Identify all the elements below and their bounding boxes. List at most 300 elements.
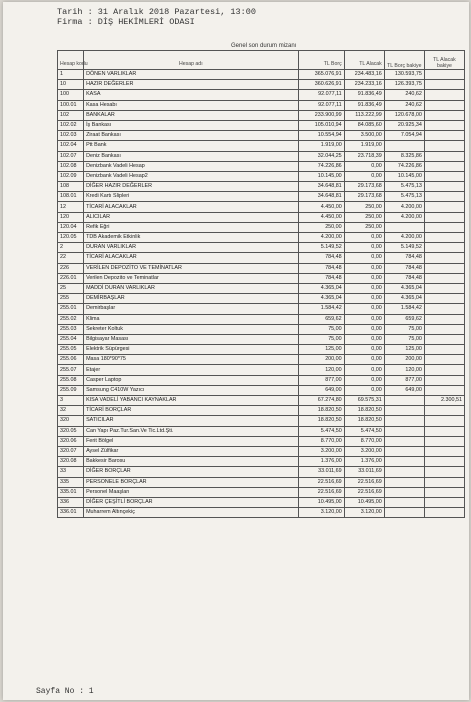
table-row — [58, 385, 465, 395]
cell-credit-balance — [424, 171, 464, 181]
cell-debit: 233.900,99 — [298, 110, 344, 120]
table-row — [58, 80, 465, 90]
cell-debit-balance: 75,00 — [384, 334, 424, 344]
cell-credit: 18.820,50 — [344, 416, 384, 426]
cell-credit: 22.516,69 — [344, 477, 384, 487]
cell-name: DÖNEN VARLIKLAR — [84, 70, 299, 80]
cell-debit-balance: 200,00 — [384, 355, 424, 365]
cell-debit-balance: 126.393,75 — [384, 80, 424, 90]
cell-credit-balance — [424, 253, 464, 263]
cell-name: ALICILAR — [84, 212, 299, 222]
cell-debit: 22.516,69 — [298, 477, 344, 487]
cell-credit-balance — [424, 426, 464, 436]
cell-code: 102 — [58, 110, 84, 120]
cell-credit: 3.500,00 — [344, 131, 384, 141]
cell-name: Samsung C410W Yazıcı — [84, 385, 299, 395]
table-row — [58, 151, 465, 161]
cell-code: 255.04 — [58, 334, 84, 344]
cell-debit-balance: 125,00 — [384, 345, 424, 355]
cell-debit: 365.076,91 — [298, 70, 344, 80]
cell-debit-balance — [384, 406, 424, 416]
cell-credit: 250,00 — [344, 212, 384, 222]
cell-name: KASA — [84, 90, 299, 100]
column-header-debit: TL Borç — [298, 51, 344, 70]
cell-debit-balance — [384, 508, 424, 518]
cell-debit: 75,00 — [298, 324, 344, 334]
table-row — [58, 192, 465, 202]
table-row — [58, 182, 465, 192]
cell-name: Refik Eğri — [84, 222, 299, 232]
cell-credit-balance — [424, 457, 464, 467]
cell-credit: 3.120,00 — [344, 508, 384, 518]
cell-code: 335 — [58, 477, 84, 487]
column-header-credit-balance: TL Alacak bakiye — [424, 51, 464, 70]
cell-code: 102.07 — [58, 151, 84, 161]
table-row — [58, 467, 465, 477]
cell-code: 320.05 — [58, 426, 84, 436]
cell-debit: 649,00 — [298, 385, 344, 395]
cell-credit-balance — [424, 90, 464, 100]
cell-debit-balance — [384, 416, 424, 426]
cell-debit: 4.450,00 — [298, 212, 344, 222]
cell-debit-balance: 4.200,00 — [384, 212, 424, 222]
cell-credit: 29.173,68 — [344, 182, 384, 192]
cell-credit: 0,00 — [344, 161, 384, 171]
cell-code: 320.07 — [58, 446, 84, 456]
cell-code: 255.07 — [58, 365, 84, 375]
table-row — [58, 171, 465, 181]
cell-credit-balance — [424, 151, 464, 161]
cell-debit-balance: 649,00 — [384, 385, 424, 395]
table-row — [58, 375, 465, 385]
cell-debit-balance: 4.365,04 — [384, 294, 424, 304]
cell-credit: 0,00 — [344, 263, 384, 273]
cell-debit: 105.010,94 — [298, 120, 344, 130]
cell-name: KISA VADELİ YABANCI KAYNAKLAR — [84, 396, 299, 406]
cell-name: SATICILAR — [84, 416, 299, 426]
table-row — [58, 233, 465, 243]
cell-debit: 10.554,94 — [298, 131, 344, 141]
cell-code: 100 — [58, 90, 84, 100]
cell-debit-balance — [384, 487, 424, 497]
cell-code: 1 — [58, 70, 84, 80]
cell-debit: 1.376,00 — [298, 457, 344, 467]
table-row — [58, 457, 465, 467]
cell-name: TİCARİ BORÇLAR — [84, 406, 299, 416]
table-row — [58, 334, 465, 344]
cell-code: 320.06 — [58, 436, 84, 446]
cell-debit-balance: 784,48 — [384, 273, 424, 283]
cell-credit: 69.575,31 — [344, 396, 384, 406]
firm-name: Firma : DİŞ HEKİMLERİ ODASI — [57, 17, 195, 27]
cell-debit-balance — [384, 426, 424, 436]
cell-code: 12 — [58, 202, 84, 212]
cell-debit-balance: 130.593,75 — [384, 70, 424, 80]
cell-credit-balance — [424, 436, 464, 446]
cell-debit: 4.365,04 — [298, 294, 344, 304]
cell-debit-balance: 877,00 — [384, 375, 424, 385]
table-row — [58, 436, 465, 446]
table-row — [58, 304, 465, 314]
cell-credit: 0,00 — [344, 171, 384, 181]
cell-code: 10 — [58, 80, 84, 90]
table-row — [58, 273, 465, 283]
cell-code: 32 — [58, 406, 84, 416]
table-row — [58, 406, 465, 416]
cell-debit: 125,00 — [298, 345, 344, 355]
cell-credit-balance — [424, 202, 464, 212]
cell-name: MADDİ DURAN VARLIKLAR — [84, 283, 299, 293]
cell-debit: 10.145,00 — [298, 171, 344, 181]
cell-credit: 0,00 — [344, 375, 384, 385]
cell-name: Bakkesir Barosu — [84, 457, 299, 467]
cell-debit-balance — [384, 446, 424, 456]
cell-code: 120.04 — [58, 222, 84, 232]
cell-debit-balance: 4.200,00 — [384, 202, 424, 212]
column-header-credit: TL Alacak — [344, 51, 384, 70]
cell-name: Denizbank Vadeli Hesap — [84, 161, 299, 171]
cell-code: 255.08 — [58, 375, 84, 385]
table-row — [58, 487, 465, 497]
cell-credit: 0,00 — [344, 294, 384, 304]
cell-credit: 0,00 — [344, 233, 384, 243]
cell-name: Kasa Hesabı — [84, 100, 299, 110]
cell-credit-balance — [424, 416, 464, 426]
cell-name: Elektrik Süpürgesi — [84, 345, 299, 355]
cell-debit-balance: 4.365,04 — [384, 283, 424, 293]
table-row — [58, 202, 465, 212]
cell-credit-balance — [424, 497, 464, 507]
cell-code: 102.02 — [58, 120, 84, 130]
cell-debit-balance: 5.475,13 — [384, 182, 424, 192]
cell-debit-balance — [384, 396, 424, 406]
table-row — [58, 314, 465, 324]
table-row — [58, 70, 465, 80]
column-header-code: Hesap kodu — [58, 51, 84, 70]
cell-code: 255 — [58, 294, 84, 304]
cell-name: Bilgisayar Masası — [84, 334, 299, 344]
cell-name: İş Bankası — [84, 120, 299, 130]
cell-debit-balance — [384, 497, 424, 507]
cell-credit-balance — [424, 324, 464, 334]
cell-name: Demirbaşlar — [84, 304, 299, 314]
page-number: Sayfa No : 1 — [36, 687, 94, 696]
cell-debit-balance: 1.584,42 — [384, 304, 424, 314]
table-row — [58, 446, 465, 456]
cell-credit: 0,00 — [344, 304, 384, 314]
table-row — [58, 294, 465, 304]
cell-credit-balance — [424, 120, 464, 130]
cell-credit: 0,00 — [344, 324, 384, 334]
cell-code: 33 — [58, 467, 84, 477]
table-row — [58, 324, 465, 334]
cell-debit: 3.200,00 — [298, 446, 344, 456]
cell-name: Ferit Bölgel — [84, 436, 299, 446]
cell-credit-balance — [424, 182, 464, 192]
cell-credit-balance — [424, 508, 464, 518]
cell-debit: 877,00 — [298, 375, 344, 385]
cell-code: 3 — [58, 396, 84, 406]
cell-credit: 1.919,00 — [344, 141, 384, 151]
cell-credit-balance — [424, 243, 464, 253]
table-row — [58, 345, 465, 355]
cell-code: 120 — [58, 212, 84, 222]
cell-credit-balance — [424, 477, 464, 487]
cell-credit: 84.085,60 — [344, 120, 384, 130]
table-row — [58, 396, 465, 406]
cell-name: HAZIR DEĞERLER — [84, 80, 299, 90]
cell-debit: 18.820,50 — [298, 406, 344, 416]
cell-credit: 250,00 — [344, 222, 384, 232]
cell-credit-balance — [424, 192, 464, 202]
cell-debit: 4.450,00 — [298, 202, 344, 212]
cell-debit-balance — [384, 436, 424, 446]
cell-code: 335.01 — [58, 487, 84, 497]
cell-credit-balance — [424, 406, 464, 416]
cell-debit: 92.077,11 — [298, 100, 344, 110]
table-row — [58, 120, 465, 130]
cell-debit-balance: 4.200,00 — [384, 233, 424, 243]
cell-debit: 33.011,69 — [298, 467, 344, 477]
cell-credit: 91.836,49 — [344, 90, 384, 100]
table-row — [58, 90, 465, 100]
cell-code: 2 — [58, 243, 84, 253]
cell-credit: 0,00 — [344, 385, 384, 395]
table-row — [58, 222, 465, 232]
cell-name: DİĞER ÇEŞİTLİ BORÇLAR — [84, 497, 299, 507]
table-row — [58, 416, 465, 426]
cell-debit-balance: 784,48 — [384, 263, 424, 273]
cell-debit: 200,00 — [298, 355, 344, 365]
cell-debit: 34.648,81 — [298, 192, 344, 202]
cell-name: Personel Maaşları — [84, 487, 299, 497]
cell-name: TİCARİ ALACAKLAR — [84, 253, 299, 263]
cell-credit-balance — [424, 212, 464, 222]
cell-credit-balance — [424, 345, 464, 355]
cell-debit: 5.149,52 — [298, 243, 344, 253]
cell-credit: 0,00 — [344, 314, 384, 324]
table-row — [58, 161, 465, 171]
cell-name: PERSONELE BORÇLAR — [84, 477, 299, 487]
cell-debit-balance — [384, 222, 424, 232]
cell-credit: 0,00 — [344, 283, 384, 293]
cell-code: 255.05 — [58, 345, 84, 355]
cell-debit-balance: 5.475,13 — [384, 192, 424, 202]
cell-credit-balance — [424, 283, 464, 293]
cell-credit: 0,00 — [344, 365, 384, 375]
table-row — [58, 100, 465, 110]
table-row — [58, 508, 465, 518]
cell-credit-balance — [424, 100, 464, 110]
cell-credit: 234.483,16 — [344, 70, 384, 80]
cell-name: Can Yapı Paz.Tur.San.Ve Tic.Ltd.Şti. — [84, 426, 299, 436]
cell-name: Verilen Depozito ve Teminatlar — [84, 273, 299, 283]
cell-debit: 1.919,00 — [298, 141, 344, 151]
cell-credit: 18.820,50 — [344, 406, 384, 416]
cell-code: 336 — [58, 497, 84, 507]
cell-code: 255.06 — [58, 355, 84, 365]
cell-name: DEMİRBAŞLAR — [84, 294, 299, 304]
cell-name: DİĞER BORÇLAR — [84, 467, 299, 477]
cell-code: 255.09 — [58, 385, 84, 395]
cell-code: 255.01 — [58, 304, 84, 314]
cell-code: 320 — [58, 416, 84, 426]
trial-balance-table — [57, 50, 465, 518]
table-row — [58, 283, 465, 293]
cell-debit: 360.626,91 — [298, 80, 344, 90]
table-row — [58, 253, 465, 263]
cell-credit: 33.011,69 — [344, 467, 384, 477]
cell-name: VERİLEN DEPOZİTO VE TEMİNATLAR — [84, 263, 299, 273]
cell-code: 226 — [58, 263, 84, 273]
cell-debit-balance: 10.145,00 — [384, 171, 424, 181]
cell-debit: 67.274,80 — [298, 396, 344, 406]
cell-credit-balance — [424, 365, 464, 375]
cell-name: Ptt Bank — [84, 141, 299, 151]
cell-credit-balance: 2.300,51 — [424, 396, 464, 406]
cell-code: 102.03 — [58, 131, 84, 141]
table-row — [58, 426, 465, 436]
cell-code: 22 — [58, 253, 84, 263]
cell-code: 320.08 — [58, 457, 84, 467]
cell-debit: 75,00 — [298, 334, 344, 344]
cell-name: BANKALAR — [84, 110, 299, 120]
cell-debit: 8.770,00 — [298, 436, 344, 446]
table-header-row — [58, 51, 465, 70]
cell-name: Klima — [84, 314, 299, 324]
cell-code: 25 — [58, 283, 84, 293]
cell-debit-balance: 784,48 — [384, 253, 424, 263]
cell-credit-balance — [424, 141, 464, 151]
cell-debit-balance — [384, 141, 424, 151]
cell-name: DİĞER HAZIR DEĞERLER — [84, 182, 299, 192]
cell-code: 108 — [58, 182, 84, 192]
cell-debit: 250,00 — [298, 222, 344, 232]
cell-credit-balance — [424, 487, 464, 497]
column-header-name: Hesap adı — [84, 51, 299, 70]
cell-debit-balance: 74.226,86 — [384, 161, 424, 171]
cell-credit: 5.474,50 — [344, 426, 384, 436]
cell-debit-balance: 5.149,52 — [384, 243, 424, 253]
cell-credit: 234.233,16 — [344, 80, 384, 90]
cell-debit-balance: 240,62 — [384, 100, 424, 110]
cell-debit-balance: 75,00 — [384, 324, 424, 334]
cell-credit: 29.173,68 — [344, 192, 384, 202]
column-header-debit-balance: TL Borç bakiye — [384, 51, 424, 70]
cell-debit: 4.365,04 — [298, 283, 344, 293]
cell-credit-balance — [424, 385, 464, 395]
table-row — [58, 141, 465, 151]
cell-credit: 113.222,99 — [344, 110, 384, 120]
cell-credit: 10.495,00 — [344, 497, 384, 507]
cell-credit: 0,00 — [344, 253, 384, 263]
cell-name: Etajer — [84, 365, 299, 375]
cell-debit: 4.200,00 — [298, 233, 344, 243]
cell-credit: 250,00 — [344, 202, 384, 212]
cell-credit-balance — [424, 273, 464, 283]
cell-code: 255.02 — [58, 314, 84, 324]
cell-credit: 0,00 — [344, 355, 384, 365]
cell-code: 255.03 — [58, 324, 84, 334]
cell-debit-balance — [384, 457, 424, 467]
cell-name: TİCARİ ALACAKLAR — [84, 202, 299, 212]
table-row — [58, 110, 465, 120]
cell-credit: 3.200,00 — [344, 446, 384, 456]
cell-debit: 22.516,69 — [298, 487, 344, 497]
cell-code: 108.01 — [58, 192, 84, 202]
cell-name: TDB Akademik Etkinlik — [84, 233, 299, 243]
cell-credit-balance — [424, 222, 464, 232]
cell-debit: 659,62 — [298, 314, 344, 324]
cell-debit: 784,48 — [298, 273, 344, 283]
cell-debit-balance: 20.925,34 — [384, 120, 424, 130]
cell-debit-balance: 120,00 — [384, 365, 424, 375]
cell-credit: 0,00 — [344, 243, 384, 253]
cell-debit: 10.495,00 — [298, 497, 344, 507]
report-title: Genel son durum mizanı — [231, 43, 297, 49]
cell-debit-balance — [384, 467, 424, 477]
cell-credit-balance — [424, 355, 464, 365]
cell-credit-balance — [424, 375, 464, 385]
document-page — [3, 2, 469, 700]
cell-credit-balance — [424, 446, 464, 456]
table-row — [58, 263, 465, 273]
cell-name: Deniz Bankası — [84, 151, 299, 161]
cell-debit: 5.474,50 — [298, 426, 344, 436]
cell-code: 100.01 — [58, 100, 84, 110]
cell-debit-balance: 659,62 — [384, 314, 424, 324]
cell-credit-balance — [424, 263, 464, 273]
cell-name: Aysel Zülfikar — [84, 446, 299, 456]
cell-name: Kredi Kartı Slipleri — [84, 192, 299, 202]
cell-code: 102.04 — [58, 141, 84, 151]
cell-credit: 8.770,00 — [344, 436, 384, 446]
cell-credit-balance — [424, 161, 464, 171]
cell-credit: 0,00 — [344, 334, 384, 344]
cell-credit-balance — [424, 70, 464, 80]
cell-name: Casper Laptop — [84, 375, 299, 385]
table-row — [58, 477, 465, 487]
cell-credit: 1.376,00 — [344, 457, 384, 467]
cell-name: Denizbank Vadeli Hesap2 — [84, 171, 299, 181]
table-row — [58, 212, 465, 222]
table-row — [58, 355, 465, 365]
cell-name: Sekreter Koltuk — [84, 324, 299, 334]
cell-name: Ziraat Bankası — [84, 131, 299, 141]
cell-credit: 0,00 — [344, 345, 384, 355]
cell-debit: 18.820,50 — [298, 416, 344, 426]
table-body — [58, 70, 465, 518]
cell-code: 102.09 — [58, 171, 84, 181]
cell-code: 120.05 — [58, 233, 84, 243]
cell-credit-balance — [424, 294, 464, 304]
cell-debit-balance: 7.054,94 — [384, 131, 424, 141]
report-date: Tarih : 31 Aralık 2018 Pazartesi, 13:00 — [57, 7, 256, 17]
table-row — [58, 497, 465, 507]
cell-credit: 91.836,49 — [344, 100, 384, 110]
cell-credit-balance — [424, 334, 464, 344]
cell-credit-balance — [424, 80, 464, 90]
cell-debit-balance: 8.325,86 — [384, 151, 424, 161]
cell-debit: 92.077,11 — [298, 90, 344, 100]
cell-credit: 23.718,39 — [344, 151, 384, 161]
cell-debit: 1.584,42 — [298, 304, 344, 314]
cell-debit-balance: 120.678,00 — [384, 110, 424, 120]
cell-debit: 3.120,00 — [298, 508, 344, 518]
table-row — [58, 365, 465, 375]
cell-credit-balance — [424, 131, 464, 141]
cell-credit-balance — [424, 304, 464, 314]
